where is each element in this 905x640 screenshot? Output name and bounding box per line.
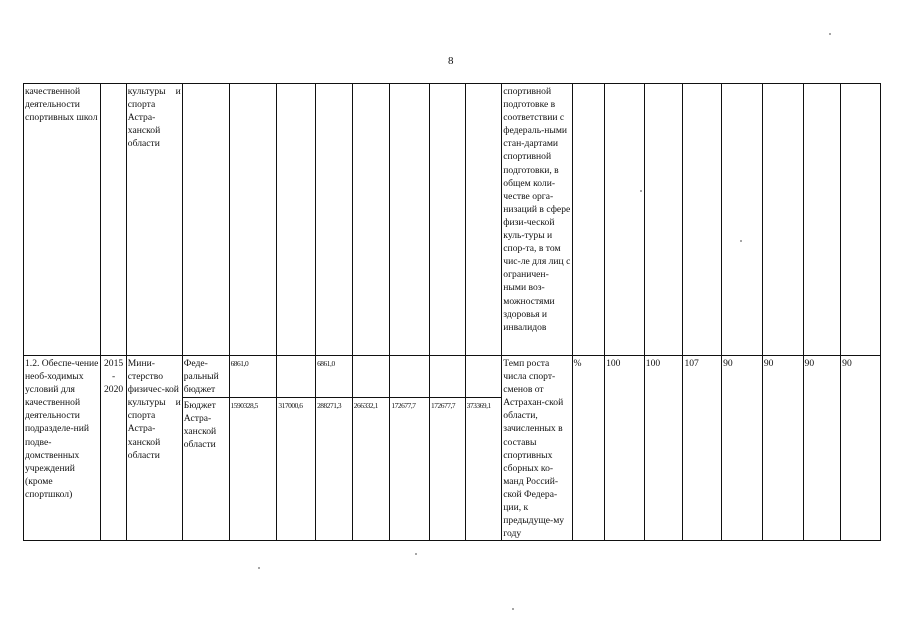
amount-cell	[390, 356, 430, 398]
amount-cell	[390, 84, 430, 356]
amount-cell: 6861,0	[316, 356, 353, 398]
scan-speck	[829, 33, 831, 35]
amount-cell: 266332,1	[352, 398, 390, 541]
page-number: 8	[448, 55, 454, 67]
amount-cell: 172677,7	[390, 398, 430, 541]
amount-cell	[465, 84, 502, 356]
amount-cell	[352, 356, 390, 398]
indicator-cell: спортивной подготовке в соответствии с федераль-ными стан-дартами спортивной подготовки, в общем коли-честве орга-низаций в сфере физи-ческой куль-туры и спор-та, в том чис-ле для лиц с ограничен-ными воз-можностями здоровья и инвалидов	[502, 84, 572, 356]
target-cell: 90	[722, 356, 763, 541]
target-cell	[762, 84, 803, 356]
executor-cell: культуры и спорта Астра-ханской области	[126, 84, 182, 356]
target-cell: 90	[803, 356, 841, 541]
amount-cell	[229, 84, 277, 356]
target-cell	[841, 84, 881, 356]
funding-source-cell: Бюджет Астра-ханской области	[182, 398, 229, 541]
funding-source-cell: Феде-ральный бюджет	[182, 356, 229, 398]
target-cell	[605, 84, 645, 356]
period-dash: -	[111, 371, 116, 383]
scan-speck	[640, 190, 642, 192]
scan-speck	[740, 240, 742, 242]
amount-cell	[316, 84, 353, 356]
indicator-cell: Темп роста числа спорт-сменов от Астрахан-ской области, зачисленных в составы спортивных сборных ко-манд Россий-ской Федера-ции, к предыдуще-му году	[502, 356, 572, 541]
program-item-name: качественной деятельности спортивных школ	[24, 84, 101, 356]
scan-speck	[512, 608, 514, 610]
program-item-name: 1.2. Обеспе-чение необ-ходимых условий для качественной деятельности подразделе-ний подве-домственных учреждений (кроме спортшкол)	[24, 356, 101, 541]
scan-speck	[415, 553, 417, 555]
amount-cell: 373369,1	[465, 398, 502, 541]
period-start: 2015	[103, 358, 124, 369]
target-cell	[722, 84, 763, 356]
table-row-1-2-federal	[24, 356, 881, 398]
target-cell: 90	[762, 356, 803, 541]
target-cell	[644, 84, 683, 356]
period-cell	[101, 84, 126, 356]
amount-cell: 317000,6	[277, 398, 316, 541]
amount-cell	[277, 84, 316, 356]
program-table	[23, 83, 881, 541]
amount-cell: 1590328,5	[229, 398, 277, 541]
amount-cell	[430, 356, 466, 398]
amount-cell	[465, 356, 502, 398]
target-cell	[683, 84, 722, 356]
amount-cell	[352, 84, 390, 356]
target-cell: 100	[605, 356, 645, 541]
unit-cell	[572, 84, 605, 356]
amount-cell	[277, 356, 316, 398]
scan-speck	[258, 567, 260, 569]
target-cell	[803, 84, 841, 356]
amount-cell: 172677,7	[430, 398, 466, 541]
period-cell	[101, 356, 126, 541]
amount-cell: 288271,3	[316, 398, 353, 541]
unit-cell: %	[572, 356, 605, 541]
amount-cell	[430, 84, 466, 356]
table-row-continuation	[24, 84, 881, 356]
target-cell: 107	[683, 356, 722, 541]
target-cell: 100	[644, 356, 683, 541]
period-end: 2020	[103, 384, 124, 396]
funding-source-cell	[182, 84, 229, 356]
target-cell: 90	[841, 356, 881, 541]
amount-cell: 6861,0	[229, 356, 277, 398]
executor-cell: Мини-стерство физичес-кой культуры и спорта Астра-ханской области	[126, 356, 182, 541]
